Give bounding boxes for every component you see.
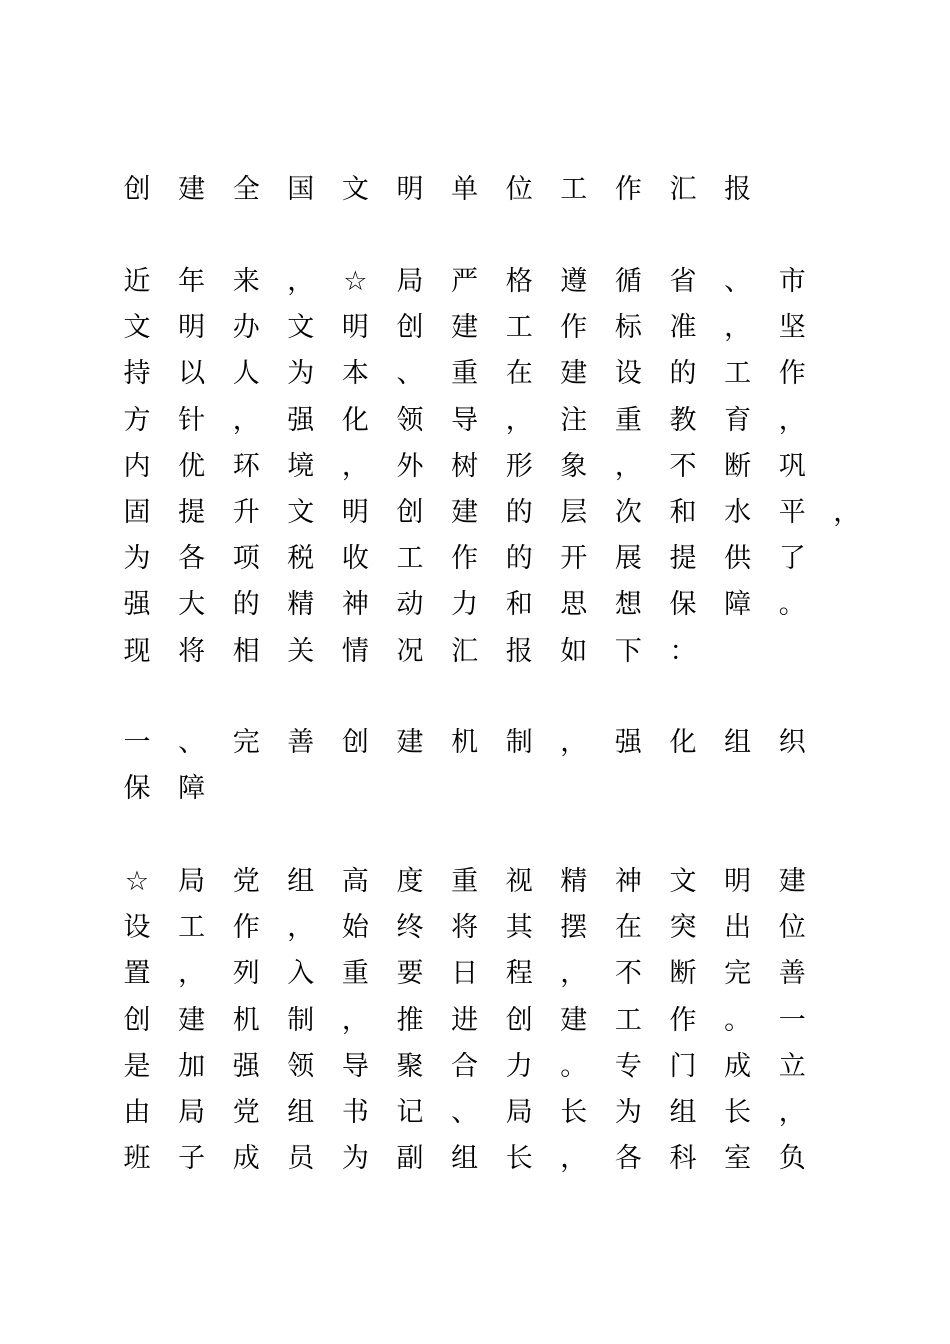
text-glyph: 的 bbox=[232, 589, 260, 620]
text-glyph: 高 bbox=[341, 866, 369, 897]
text-glyph: 视 bbox=[505, 866, 533, 897]
text-glyph: 关 bbox=[287, 636, 315, 667]
text-glyph: 进 bbox=[451, 1005, 479, 1036]
text-glyph: 各 bbox=[178, 543, 206, 574]
text-glyph: 一 bbox=[123, 727, 151, 758]
text-glyph: 障 bbox=[724, 589, 752, 620]
text-glyph: 加 bbox=[178, 1051, 206, 1082]
text-glyph: 升 bbox=[232, 497, 260, 528]
text-glyph: 在 bbox=[614, 912, 642, 943]
text-glyph: 设 bbox=[123, 912, 151, 943]
text-glyph: 长 bbox=[505, 1143, 533, 1174]
text-glyph: 针 bbox=[178, 405, 206, 436]
text-glyph: 保 bbox=[669, 589, 697, 620]
text-glyph: 精 bbox=[287, 589, 315, 620]
text-glyph: ， bbox=[505, 405, 533, 436]
text-glyph: 制 bbox=[505, 727, 533, 758]
text-glyph: 其 bbox=[505, 912, 533, 943]
text-glyph: 单 bbox=[451, 174, 479, 205]
text-glyph: 况 bbox=[396, 636, 424, 667]
text-glyph: 建 bbox=[178, 1005, 206, 1036]
text-glyph: 作 bbox=[451, 543, 479, 574]
text-glyph: 专 bbox=[614, 1051, 642, 1082]
text-glyph: 力 bbox=[505, 1051, 533, 1082]
text-glyph: 组 bbox=[451, 1143, 479, 1174]
text-glyph: 为 bbox=[614, 1097, 642, 1128]
text-glyph: 。 bbox=[560, 1051, 588, 1082]
text-glyph: 不 bbox=[614, 958, 642, 989]
text-glyph: 副 bbox=[396, 1143, 424, 1174]
text-glyph: 局 bbox=[505, 1097, 533, 1128]
text-glyph: 相 bbox=[232, 636, 260, 667]
text-glyph: 负 bbox=[778, 1143, 806, 1174]
text-glyph: 的 bbox=[505, 497, 533, 528]
text-glyph: 水 bbox=[724, 497, 752, 528]
text-glyph: 将 bbox=[451, 912, 479, 943]
text-glyph: 准 bbox=[669, 312, 697, 343]
text-glyph: 为 bbox=[287, 358, 315, 389]
text-glyph: 如 bbox=[560, 636, 588, 667]
text-glyph: ， bbox=[833, 497, 861, 528]
text-glyph: 平 bbox=[778, 497, 806, 528]
text-glyph: 日 bbox=[451, 958, 479, 989]
text-glyph: 合 bbox=[451, 1051, 479, 1082]
text-glyph: 作 bbox=[614, 174, 642, 205]
text-glyph: 工 bbox=[724, 358, 752, 389]
text-glyph: 是 bbox=[123, 1051, 151, 1082]
text-glyph: 位 bbox=[505, 174, 533, 205]
text-glyph: 将 bbox=[178, 636, 206, 667]
text-glyph: 强 bbox=[614, 727, 642, 758]
text-glyph: 境 bbox=[287, 451, 315, 482]
text-glyph: ， bbox=[287, 266, 315, 297]
text-glyph: 下 bbox=[614, 636, 642, 667]
text-glyph: 工 bbox=[614, 1005, 642, 1036]
text-glyph: 由 bbox=[123, 1097, 151, 1128]
text-glyph: 成 bbox=[724, 1051, 752, 1082]
text-glyph: 保 bbox=[123, 773, 151, 804]
text-glyph: 入 bbox=[287, 958, 315, 989]
text-glyph: 、 bbox=[724, 266, 752, 297]
text-glyph: 以 bbox=[178, 358, 206, 389]
text-glyph: 局 bbox=[396, 266, 424, 297]
text-glyph: 来 bbox=[232, 266, 260, 297]
text-glyph: 终 bbox=[396, 912, 424, 943]
text-glyph: 汇 bbox=[669, 174, 697, 205]
text-glyph: 长 bbox=[724, 1097, 752, 1128]
text-glyph: 建 bbox=[396, 727, 424, 758]
text-glyph: 为 bbox=[341, 1143, 369, 1174]
text-glyph: 力 bbox=[451, 589, 479, 620]
text-glyph: 和 bbox=[505, 589, 533, 620]
text-glyph: 组 bbox=[669, 1097, 697, 1128]
text-glyph: 象 bbox=[560, 451, 588, 482]
text-glyph: 坚 bbox=[778, 312, 806, 343]
text-glyph: 在 bbox=[505, 358, 533, 389]
text-glyph: 提 bbox=[178, 497, 206, 528]
text-glyph: 作 bbox=[669, 1005, 697, 1036]
text-glyph: 教 bbox=[669, 405, 697, 436]
text-glyph: 标 bbox=[614, 312, 642, 343]
text-glyph: 明 bbox=[341, 497, 369, 528]
text-glyph: 断 bbox=[724, 451, 752, 482]
text-glyph: 机 bbox=[451, 727, 479, 758]
text-glyph: 国 bbox=[287, 174, 315, 205]
text-glyph: 报 bbox=[724, 174, 752, 205]
text-glyph: 创 bbox=[341, 727, 369, 758]
text-glyph: 明 bbox=[178, 312, 206, 343]
text-glyph: 化 bbox=[341, 405, 369, 436]
text-glyph: 导 bbox=[451, 405, 479, 436]
text-glyph: 书 bbox=[341, 1097, 369, 1128]
text-glyph: 神 bbox=[614, 866, 642, 897]
text-glyph: 创 bbox=[123, 1005, 151, 1036]
text-glyph: 提 bbox=[669, 543, 697, 574]
text-glyph: 本 bbox=[341, 358, 369, 389]
text-glyph: 位 bbox=[778, 912, 806, 943]
text-glyph: 省 bbox=[669, 266, 697, 297]
text-glyph: 科 bbox=[669, 1143, 697, 1174]
text-glyph: 障 bbox=[178, 773, 206, 804]
text-glyph: 的 bbox=[505, 543, 533, 574]
text-glyph: 环 bbox=[232, 451, 260, 482]
text-glyph: 现 bbox=[123, 636, 151, 667]
text-glyph: 织 bbox=[778, 727, 806, 758]
text-glyph: 优 bbox=[178, 451, 206, 482]
text-glyph: 列 bbox=[232, 958, 260, 989]
text-glyph: 出 bbox=[724, 912, 752, 943]
text-glyph: 组 bbox=[287, 866, 315, 897]
text-glyph: 建 bbox=[451, 497, 479, 528]
text-glyph: 、 bbox=[396, 358, 424, 389]
text-glyph: 创 bbox=[123, 174, 151, 205]
text-glyph: 完 bbox=[724, 958, 752, 989]
text-glyph: 汇 bbox=[451, 636, 479, 667]
text-glyph: 、 bbox=[451, 1097, 479, 1128]
text-glyph: 注 bbox=[560, 405, 588, 436]
text-glyph: 作 bbox=[778, 358, 806, 389]
text-glyph: 文 bbox=[669, 866, 697, 897]
text-glyph: 方 bbox=[123, 405, 151, 436]
text-glyph: 格 bbox=[505, 266, 533, 297]
text-glyph: 完 bbox=[232, 727, 260, 758]
text-glyph: 育 bbox=[724, 405, 752, 436]
text-glyph: 明 bbox=[341, 312, 369, 343]
text-glyph: ， bbox=[287, 912, 315, 943]
text-glyph: 重 bbox=[451, 358, 479, 389]
text-glyph: 党 bbox=[232, 866, 260, 897]
text-glyph: 强 bbox=[232, 1051, 260, 1082]
text-glyph: 次 bbox=[614, 497, 642, 528]
text-glyph: ， bbox=[560, 1143, 588, 1174]
text-glyph: ☆ bbox=[124, 866, 150, 897]
text-glyph: 工 bbox=[505, 312, 533, 343]
text-glyph: 开 bbox=[560, 543, 588, 574]
text-glyph: ， bbox=[778, 1097, 806, 1128]
text-glyph: 创 bbox=[505, 1005, 533, 1036]
text-glyph: 领 bbox=[396, 405, 424, 436]
text-glyph: 始 bbox=[341, 912, 369, 943]
text-glyph: 收 bbox=[341, 543, 369, 574]
text-glyph: 持 bbox=[123, 358, 151, 389]
text-glyph: 工 bbox=[396, 543, 424, 574]
text-glyph: 外 bbox=[396, 451, 424, 482]
text-glyph: 建 bbox=[560, 1005, 588, 1036]
text-glyph: 人 bbox=[232, 358, 260, 389]
text-glyph: ， bbox=[232, 405, 260, 436]
text-glyph: 年 bbox=[178, 266, 206, 297]
text-glyph: 立 bbox=[778, 1051, 806, 1082]
text-glyph: 、 bbox=[178, 727, 206, 758]
text-glyph: 不 bbox=[669, 451, 697, 482]
text-glyph: 层 bbox=[560, 497, 588, 528]
text-glyph: 固 bbox=[123, 497, 151, 528]
text-glyph: 一 bbox=[778, 1005, 806, 1036]
text-glyph: 强 bbox=[123, 589, 151, 620]
text-glyph: 近 bbox=[123, 266, 151, 297]
text-glyph: ： bbox=[669, 636, 697, 667]
text-glyph: ， bbox=[341, 451, 369, 482]
text-glyph: 办 bbox=[232, 312, 260, 343]
text-glyph: 记 bbox=[396, 1097, 424, 1128]
text-glyph: 市 bbox=[778, 266, 806, 297]
text-glyph: 形 bbox=[505, 451, 533, 482]
text-glyph: ， bbox=[560, 958, 588, 989]
text-glyph: 班 bbox=[123, 1143, 151, 1174]
text-glyph: 建 bbox=[178, 174, 206, 205]
text-glyph: 门 bbox=[669, 1051, 697, 1082]
text-glyph: 和 bbox=[669, 497, 697, 528]
text-glyph: 精 bbox=[560, 866, 588, 897]
text-glyph: 工 bbox=[178, 912, 206, 943]
text-glyph: 机 bbox=[232, 1005, 260, 1036]
text-glyph: 项 bbox=[232, 543, 260, 574]
text-glyph: 供 bbox=[724, 543, 752, 574]
text-glyph: 员 bbox=[287, 1143, 315, 1174]
text-glyph: ， bbox=[614, 451, 642, 482]
text-glyph: 重 bbox=[614, 405, 642, 436]
text-glyph: 重 bbox=[341, 958, 369, 989]
text-glyph: 领 bbox=[287, 1051, 315, 1082]
text-glyph: 聚 bbox=[396, 1051, 424, 1082]
text-glyph: ， bbox=[178, 958, 206, 989]
text-glyph: 室 bbox=[724, 1143, 752, 1174]
text-glyph: 报 bbox=[505, 636, 533, 667]
text-glyph: 动 bbox=[396, 589, 424, 620]
text-glyph: 了 bbox=[778, 543, 806, 574]
text-glyph: 文 bbox=[123, 312, 151, 343]
text-glyph: 想 bbox=[614, 589, 642, 620]
text-glyph: 文 bbox=[287, 497, 315, 528]
text-glyph: 建 bbox=[451, 312, 479, 343]
text-glyph: 作 bbox=[560, 312, 588, 343]
text-glyph: 导 bbox=[341, 1051, 369, 1082]
text-glyph: 建 bbox=[778, 866, 806, 897]
text-glyph: 文 bbox=[287, 312, 315, 343]
text-glyph: ☆ bbox=[343, 266, 368, 297]
text-glyph: 工 bbox=[560, 174, 588, 205]
text-glyph: 遵 bbox=[560, 266, 588, 297]
text-glyph: 置 bbox=[123, 958, 151, 989]
text-glyph: 成 bbox=[232, 1143, 260, 1174]
text-glyph: ， bbox=[341, 1005, 369, 1036]
text-glyph: 度 bbox=[396, 866, 424, 897]
text-glyph: 的 bbox=[669, 358, 697, 389]
text-glyph: 循 bbox=[614, 266, 642, 297]
text-glyph: 创 bbox=[396, 497, 424, 528]
text-glyph: 组 bbox=[287, 1097, 315, 1128]
text-glyph: ， bbox=[560, 727, 588, 758]
text-glyph: 税 bbox=[287, 543, 315, 574]
text-glyph: 为 bbox=[123, 543, 151, 574]
text-glyph: ， bbox=[778, 405, 806, 436]
text-glyph: 重 bbox=[451, 866, 479, 897]
text-glyph: 树 bbox=[451, 451, 479, 482]
text-glyph: 内 bbox=[123, 451, 151, 482]
text-glyph: 作 bbox=[232, 912, 260, 943]
text-glyph: 明 bbox=[396, 174, 424, 205]
text-glyph: 情 bbox=[341, 636, 369, 667]
text-glyph: ， bbox=[724, 312, 752, 343]
text-glyph: 制 bbox=[287, 1005, 315, 1036]
text-glyph: 大 bbox=[178, 589, 206, 620]
text-glyph: 长 bbox=[560, 1097, 588, 1128]
text-glyph: 各 bbox=[614, 1143, 642, 1174]
text-glyph: 断 bbox=[669, 958, 697, 989]
text-glyph: 思 bbox=[560, 589, 588, 620]
text-glyph: 程 bbox=[505, 958, 533, 989]
text-glyph: 突 bbox=[669, 912, 697, 943]
text-glyph: 局 bbox=[178, 1097, 206, 1128]
text-glyph: 展 bbox=[614, 543, 642, 574]
text-glyph: 化 bbox=[669, 727, 697, 758]
text-glyph: 建 bbox=[560, 358, 588, 389]
text-glyph: 强 bbox=[287, 405, 315, 436]
text-glyph: 神 bbox=[341, 589, 369, 620]
text-glyph: 善 bbox=[287, 727, 315, 758]
text-glyph: 。 bbox=[724, 1005, 752, 1036]
text-glyph: 摆 bbox=[560, 912, 588, 943]
text-glyph: 党 bbox=[232, 1097, 260, 1128]
text-glyph: 创 bbox=[396, 312, 424, 343]
text-glyph: 推 bbox=[396, 1005, 424, 1036]
text-glyph: 严 bbox=[451, 266, 479, 297]
text-glyph: 局 bbox=[178, 866, 206, 897]
text-glyph: 全 bbox=[232, 174, 260, 205]
text-glyph: 子 bbox=[178, 1143, 206, 1174]
text-glyph: 组 bbox=[724, 727, 752, 758]
text-glyph: 巩 bbox=[778, 451, 806, 482]
text-glyph: 要 bbox=[396, 958, 424, 989]
text-glyph: 明 bbox=[724, 866, 752, 897]
text-glyph: 。 bbox=[778, 589, 806, 620]
text-glyph: 善 bbox=[778, 958, 806, 989]
text-glyph: 文 bbox=[341, 174, 369, 205]
text-glyph: 设 bbox=[614, 358, 642, 389]
